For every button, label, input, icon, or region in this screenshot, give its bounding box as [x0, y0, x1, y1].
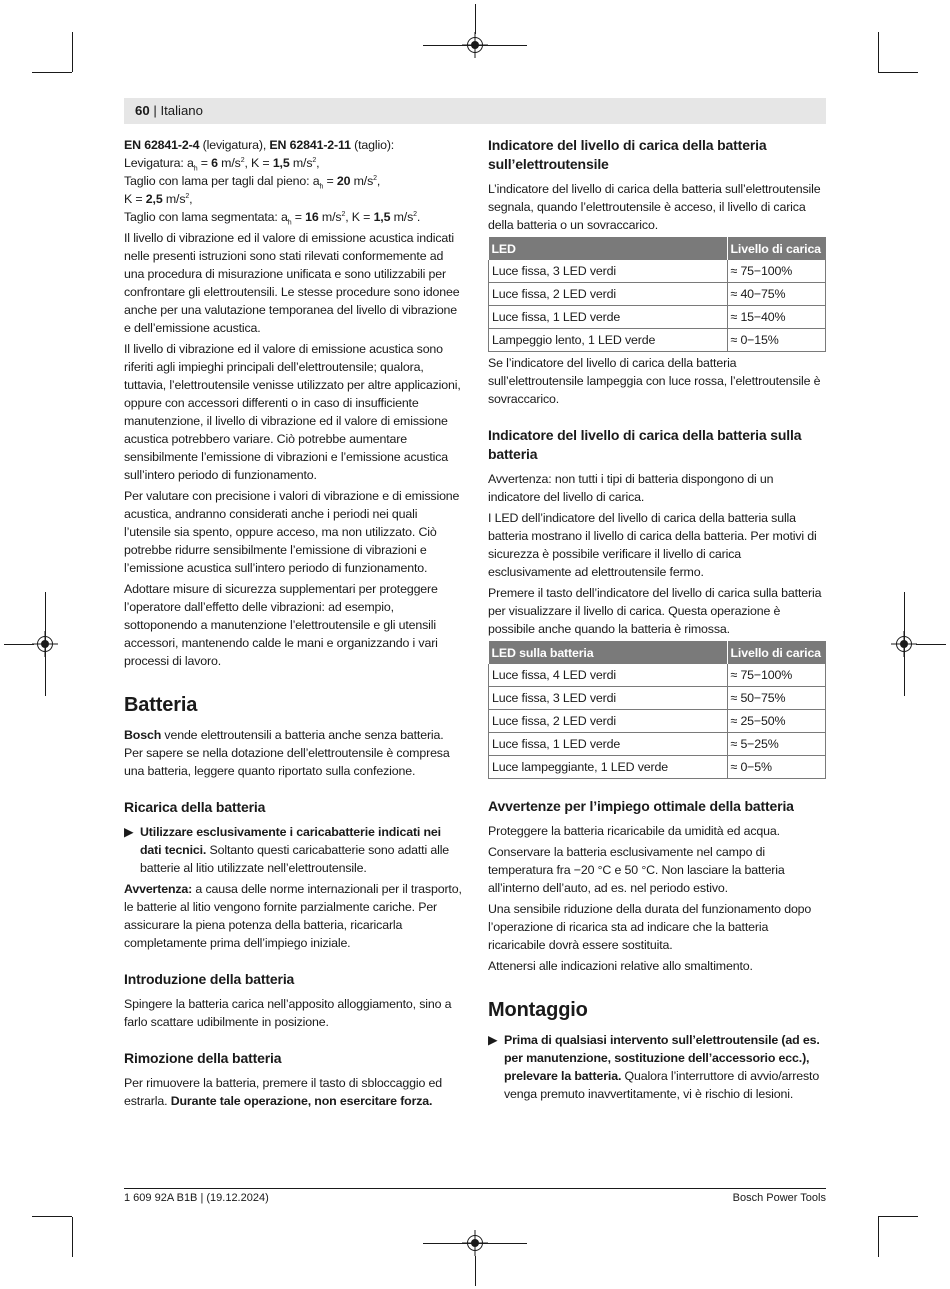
table-cell: ≈ 5−25%	[727, 733, 826, 756]
bullet-arrow-icon: ▶	[488, 1033, 498, 1047]
vib-value: 2,5	[145, 192, 163, 206]
crop-mark	[72, 32, 73, 72]
subsection-title-indicatore-utensile: Indicatore del livello di carica della batteria sull’elettroutensile	[488, 137, 767, 172]
paragraph-text: vende elettroutensili a batteria anche senza batteria. Per sapere se nella dotazione dell’elettroutensile è compresa una batteria, leggere quanto riportato sulla confezione.	[124, 728, 450, 778]
vib-text: Levigatura: a	[124, 156, 194, 170]
table-cell: Luce fissa, 3 LED verdi	[489, 260, 728, 283]
paragraph-text: Per rimuovere la batteria, premere il tasto di sbloccaggio ed estrarla.	[124, 1076, 442, 1108]
vib-text: , K =	[244, 156, 273, 170]
table-cell: ≈ 75−100%	[727, 664, 826, 687]
crop-mark	[878, 32, 879, 72]
standard-text: (taglio):	[350, 138, 395, 152]
crop-mark	[4, 644, 34, 645]
vib-value: 6	[211, 156, 218, 170]
vib-sup: 2	[373, 174, 377, 182]
vib-text: Taglio con lama per tagli dal pieno: a	[124, 174, 320, 188]
paragraph: L’indicatore del livello di carica della batteria sull’elettroutensile segnala, quando l’elettroutensile è acceso, il livello di carica della batteria o un sovraccarico.	[488, 182, 821, 232]
page-header	[135, 103, 203, 118]
registration-mark-icon	[467, 37, 483, 53]
bullet-arrow-icon: ▶	[124, 825, 134, 839]
paragraph: Il livello di vibrazione ed il valore di emissione acustica indicati nelle presenti istruzioni sono stati rilevati conformemente ad una procedura di misurazione unificata e sono utilizzabili per confrontare gli elettroutensili. Le stesse procedure sono idonee anche per una valutazione temporanea del livello di vibrazione e dell’emissione acustica.	[124, 231, 460, 335]
warning-bullet	[488, 1031, 826, 1103]
crop-mark	[878, 72, 918, 73]
vib-sub: h	[193, 165, 198, 173]
vib-text: =	[323, 174, 337, 188]
table-cell: Luce fissa, 1 LED verde	[489, 733, 728, 756]
subsection-title-indicatore-batteria: Indicatore del livello di carica della batteria sulla batteria	[488, 427, 802, 462]
footer-rule	[124, 1188, 826, 1189]
header-language: Italiano	[160, 103, 203, 118]
vib-text: ,	[189, 192, 193, 206]
footer-doc-code: 1 609 92A B1B | (19.12.2024)	[124, 1192, 269, 1204]
paragraph: Conservare la batteria esclusivamente nel campo di temperatura fra −20 °C e 50 °C. Non lasciare la batteria all’interno dell’auto, ad es. nel periodo estivo.	[488, 845, 785, 895]
table-cell: ≈ 15−40%	[727, 306, 826, 329]
vib-text: Taglio con lama segmentata: a	[124, 210, 288, 224]
section-title-montaggio: Montaggio	[488, 999, 588, 1021]
table-row	[489, 756, 826, 779]
paragraph: Il livello di vibrazione ed il valore di emissione acustica sono riferiti agli impieghi principali dell’elettroutensile; qualora, tuttavia, l’elettroutensile venisse utilizzato per altre applicazioni, oppure con accessori differenti o in caso di insufficiente manutenzione, il livello di vibrazione ed il valore di emissione acustica potrebbero variare. Ciò potrebbe aumentare sensibilmente l’emissione di vibrazioni e l’emissione acustica sull’intero periodo di funzionamento.	[124, 342, 461, 482]
table-cell: ≈ 25−50%	[727, 710, 826, 733]
left-column	[124, 136, 462, 1113]
paragraph: Avvertenza: non tutti i tipi di batteria dispongono di un indicatore del livello di carica.	[488, 472, 774, 504]
paragraph: Proteggere la batteria ricaricabile da umidità ed acqua.	[488, 824, 780, 838]
registration-mark-icon	[467, 1235, 483, 1251]
table-cell: Luce fissa, 3 LED verdi	[489, 687, 728, 710]
table-row	[489, 283, 826, 306]
registration-mark-icon	[896, 636, 912, 652]
paragraph	[124, 726, 462, 780]
table-row	[489, 664, 826, 687]
crop-mark	[475, 4, 476, 34]
paragraph: Spingere la batteria carica nell’apposito alloggiamento, sino a farlo scattare udibilmente in posizione.	[124, 997, 452, 1029]
paragraph: I LED dell’indicatore del livello di carica della batteria sulla batteria mostrano il livello di carica della batteria. Per motivi di sicurezza è possibile verificare il livello di carica esclusivamente ad elettroutensile fermo.	[488, 511, 817, 579]
subsection-title-avvertenze: Avvertenze per l’impiego ottimale della batteria	[488, 798, 794, 814]
table-cell: ≈ 0−5%	[727, 756, 826, 779]
charge-level-table-battery	[488, 641, 826, 779]
crop-mark	[32, 1216, 72, 1217]
vib-text: .	[416, 210, 421, 224]
vib-sup: 2	[185, 192, 190, 200]
paragraph: Una sensibile riduzione della durata del funzionamento dopo l’operazione di ricarica sta ad indicare che la batteria ricaricabile dovrà essere sostituita.	[488, 902, 812, 952]
vib-text: m/s	[162, 192, 186, 206]
vib-value: 20	[336, 174, 351, 188]
table-header-cell: Livello di carica	[727, 641, 826, 664]
table-cell: Lampeggio lento, 1 LED verde	[489, 329, 728, 352]
vib-text: ,	[316, 156, 320, 170]
vib-text: m/s	[289, 156, 313, 170]
paragraph: Adottare misure di sicurezza supplementari per proteggere l’operatore dall’effetto delle vibrazioni: ad esempio, sottoponendo a manutenzione l’elettroutensile e gli utensili accessori, mantenendo calde le mani e organizzando i vari processi di lavoro.	[124, 582, 438, 668]
crop-mark	[878, 1216, 918, 1217]
table-header-row	[489, 641, 826, 664]
paragraph: Premere il tasto dell’indicatore del livello di carica sulla batteria per visualizzare il livello di carica. Questa operazione è possibile anche quando la batteria è rimossa.	[488, 586, 822, 636]
crop-mark	[72, 1217, 73, 1257]
warning-bullet	[124, 823, 462, 877]
page-number: 60	[135, 103, 150, 118]
table-cell: ≈ 75−100%	[727, 260, 826, 283]
header-separator: |	[149, 103, 161, 118]
table-header-row	[489, 237, 826, 260]
vib-sup: 2	[312, 156, 317, 164]
table-row	[489, 687, 826, 710]
vib-sup: 2	[413, 210, 417, 218]
subsection-title-introduzione: Introduzione della batteria	[124, 971, 295, 987]
vib-text: m/s	[217, 156, 241, 170]
table-row	[489, 260, 826, 283]
crop-mark	[916, 644, 946, 645]
page-header-bar	[124, 98, 826, 124]
table-cell: ≈ 40−75%	[727, 283, 826, 306]
crop-mark	[32, 72, 72, 73]
table-row	[489, 710, 826, 733]
vib-text: =	[197, 156, 212, 170]
vib-sub: h	[287, 219, 292, 227]
paragraph	[124, 1074, 462, 1110]
brand-name: Bosch	[124, 728, 162, 742]
vib-text: , K =	[345, 210, 374, 224]
vib-text: m/s	[390, 210, 414, 224]
table-cell: Luce fissa, 2 LED verdi	[489, 283, 728, 306]
bullet-bold-text: Utilizzare esclusivamente i caricabatterie indicati nei dati tecnici.	[140, 825, 441, 857]
note-label: Avvertenza:	[124, 882, 193, 896]
charge-level-table-tool	[488, 237, 826, 352]
bullet-text: Qualora l’interruttore di avvio/arresto venga premuto inavvertitamente, vi è rischio di lesioni.	[504, 1069, 820, 1101]
bullet-text: Soltanto questi caricabatterie sono adatti alle batterie al litio utilizzate nell’elettroutensile.	[140, 843, 450, 875]
footer-brand: Bosch Power Tools	[732, 1192, 826, 1204]
subsection-title-ricarica: Ricarica della batteria	[124, 799, 266, 815]
crop-mark	[878, 1217, 879, 1257]
paragraph-bold-text: Durante tale operazione, non esercitare forza.	[170, 1094, 433, 1108]
vib-text: K =	[124, 192, 146, 206]
table-cell: Luce fissa, 1 LED verde	[489, 306, 728, 329]
table-row	[489, 329, 826, 352]
table-header-cell: Livello di carica	[727, 237, 826, 260]
vib-value: 16	[305, 210, 319, 224]
right-column	[488, 136, 826, 1106]
table-header-cell: LED	[489, 237, 728, 260]
table-row	[489, 306, 826, 329]
vib-sup: 2	[240, 156, 245, 164]
table-header-cell: LED sulla batteria	[489, 641, 728, 664]
paragraph: Attenersi alle indicazioni relative allo smaltimento.	[488, 959, 753, 973]
vib-text: m/s	[318, 210, 342, 224]
vib-value: 1,5	[272, 156, 290, 170]
section-title-batteria: Batteria	[124, 694, 198, 716]
bullet-bold-text: Prima di qualsiasi intervento sull’elettroutensile (ad es. per manutenzione, sostituzione dell’accessorio ecc.), prelevare la batteria.	[504, 1033, 820, 1083]
table-cell: ≈ 50−75%	[727, 687, 826, 710]
paragraph: Per valutare con precisione i valori di vibrazione e di emissione acustica, andranno considerati anche i periodi nei quali l’utensile sia spento, oppure acceso, ma non utilizzato. Ciò potrebbe ridurre sensibilmente l’emissione di vibrazioni e l’emissione acustica sull’intero periodo di funzionamento.	[124, 489, 460, 575]
registration-mark-icon	[37, 636, 53, 652]
vib-sub: h	[319, 183, 324, 191]
standard-code: EN 62841-2-4	[124, 138, 200, 152]
paragraph-text: a causa delle norme internazionali per il trasporto, le batterie al litio vengono fornite parzialmente cariche. Per assicurare la piena potenza della batteria, ricaricarla completamente prima dell’impiego iniziale.	[124, 882, 462, 950]
vib-sup: 2	[341, 210, 346, 218]
crop-mark	[475, 1256, 476, 1286]
vib-text: ,	[376, 174, 381, 188]
vib-value: 1,5	[373, 210, 391, 224]
vib-text: m/s	[350, 174, 374, 188]
standard-code: EN 62841-2-11	[269, 138, 351, 152]
subsection-title-rimozione: Rimozione della batteria	[124, 1050, 282, 1066]
table-cell: Luce lampeggiante, 1 LED verde	[489, 756, 728, 779]
standards-block	[124, 136, 462, 226]
paragraph: Se l’indicatore del livello di carica della batteria sull’elettroutensile lampeggia con luce rossa, l’elettroutensile è sovraccarico.	[488, 356, 821, 406]
table-cell: Luce fissa, 4 LED verdi	[489, 664, 728, 687]
paragraph	[124, 880, 462, 952]
standard-text: (levigatura),	[199, 138, 270, 152]
vib-text: =	[291, 210, 306, 224]
table-cell: Luce fissa, 2 LED verdi	[489, 710, 728, 733]
table-cell: ≈ 0−15%	[727, 329, 826, 352]
table-row	[489, 733, 826, 756]
